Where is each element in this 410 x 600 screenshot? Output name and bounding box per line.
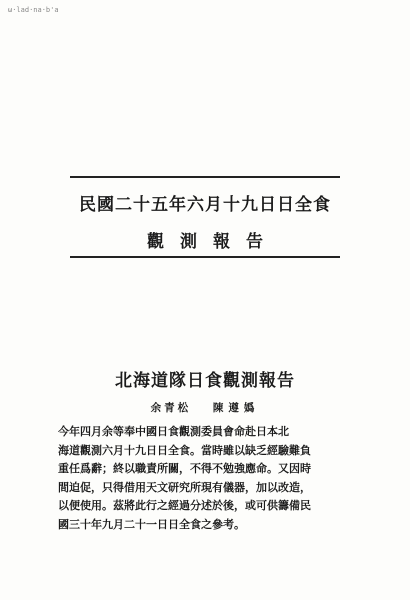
authors-line — [0, 400, 410, 415]
header-title: 民國二十五年六月十九日日全食 — [79, 195, 331, 215]
report-title: 北海道隊日食觀測報告 — [115, 371, 295, 391]
header-subtitle: 觀測報告 — [147, 232, 279, 252]
body-line: 重任爲辭；終以職責所關，不得不勉強應命。又因時 — [58, 462, 311, 475]
body-line: 今年四月余等奉中國日食觀測委員會命赴日本北 — [58, 425, 289, 438]
corner-mark: ω·lad·na·b'a — [8, 6, 59, 14]
body-line: 國三十年九月二十一日日全食之參考。 — [58, 517, 245, 531]
author-name: 余青松 — [150, 402, 192, 414]
body-line: 海道觀測六月十九日日全食。當時雖以缺乏經驗難負 — [58, 443, 311, 457]
body-line: 間迫促，只得借用天文研究所現有儀器，加以改造， — [58, 480, 311, 494]
header-box — [70, 176, 340, 258]
author-name: 陳遵嬀 — [212, 402, 260, 414]
report-body — [58, 423, 356, 534]
body-line: 以便使用。茲將此行之經過分述於後，或可供籌備民 — [58, 499, 311, 512]
